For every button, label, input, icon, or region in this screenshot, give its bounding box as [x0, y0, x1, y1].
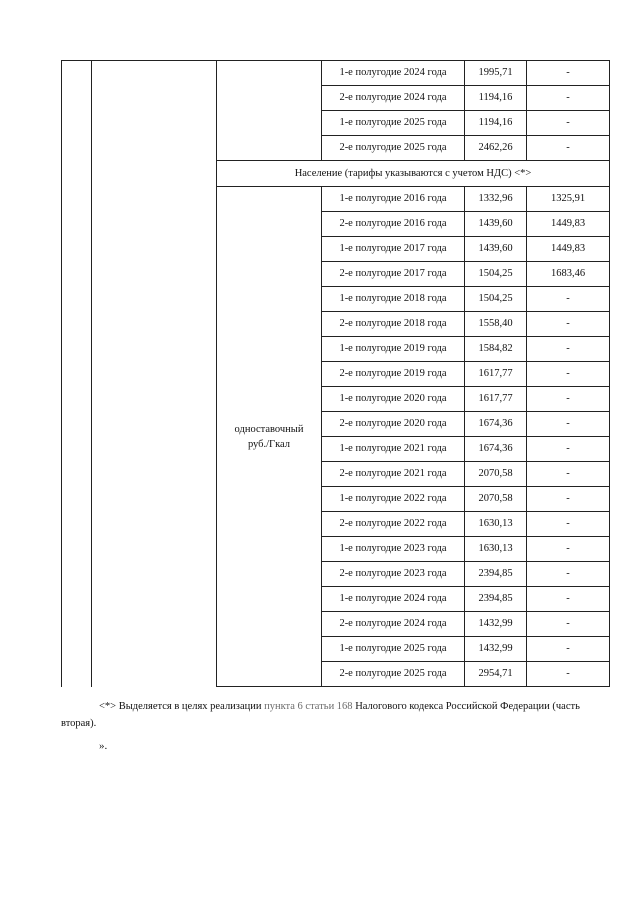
period-cell: 2-е полугодие 2020 года	[322, 412, 465, 437]
period-cell: 1-е полугодие 2018 года	[322, 287, 465, 312]
period-cell: 2-е полугодие 2021 года	[322, 462, 465, 487]
period-cell: 1-е полугодие 2025 года	[322, 637, 465, 662]
value2-cell: -	[527, 387, 610, 412]
period-cell: 2-е полугодие 2024 года	[322, 612, 465, 637]
footnote-text-after: Налогового кодекса Российской Федерации (часть вторая).	[61, 701, 580, 729]
tariff-table	[61, 60, 610, 687]
value1-cell: 1194,16	[465, 111, 527, 136]
period-cell: 1-е полугодие 2024 года	[322, 587, 465, 612]
footnote-text-before: <*> Выделяется в целях реализации	[99, 701, 265, 712]
period-cell: 1-е полугодие 2024 года	[322, 61, 465, 86]
value1-cell: 2462,26	[465, 136, 527, 161]
value1-cell: 1432,99	[465, 637, 527, 662]
value2-cell: -	[527, 111, 610, 136]
value2-cell: -	[527, 61, 610, 86]
value2-cell: -	[527, 136, 610, 161]
value2-cell: -	[527, 86, 610, 111]
value2-cell: -	[527, 612, 610, 637]
value2-cell: -	[527, 512, 610, 537]
value1-cell: 2070,58	[465, 487, 527, 512]
table-row	[62, 61, 610, 86]
value2-cell: 1449,83	[527, 237, 610, 262]
value1-cell: 1630,13	[465, 537, 527, 562]
value2-cell: -	[527, 312, 610, 337]
value2-cell: -	[527, 287, 610, 312]
value1-cell: 2070,58	[465, 462, 527, 487]
value2-cell: -	[527, 587, 610, 612]
period-cell: 1-е полугодие 2022 года	[322, 487, 465, 512]
value1-cell: 1617,77	[465, 362, 527, 387]
value2-cell: 1449,83	[527, 212, 610, 237]
value1-cell: 1194,16	[465, 86, 527, 111]
section-heading: Население (тарифы указываются с учетом НДС) <*>	[217, 161, 610, 187]
period-cell: 2-е полугодие 2017 года	[322, 262, 465, 287]
value2-cell: -	[527, 487, 610, 512]
period-cell: 2-е полугодие 2022 года	[322, 512, 465, 537]
period-cell: 2-е полугодие 2016 года	[322, 212, 465, 237]
period-cell: 1-е полугодие 2023 года	[322, 537, 465, 562]
value2-cell: 1683,46	[527, 262, 610, 287]
value1-cell: 1674,36	[465, 437, 527, 462]
blank-cell-number	[62, 61, 92, 687]
period-cell: 1-е полугодие 2016 года	[322, 187, 465, 212]
value2-cell: -	[527, 562, 610, 587]
period-cell: 1-е полугодие 2021 года	[322, 437, 465, 462]
value1-cell: 2954,71	[465, 662, 527, 687]
value2-cell: -	[527, 362, 610, 387]
value1-cell: 1432,99	[465, 612, 527, 637]
closing-quote-mark: ».	[99, 740, 108, 752]
value1-cell: 1504,25	[465, 262, 527, 287]
tax-code-article-link[interactable]: пункта 6 статьи 168	[264, 701, 353, 712]
unit-measure-label: руб./Гкал	[247, 438, 291, 450]
value1-cell: 1332,96	[465, 187, 527, 212]
value2-cell: -	[527, 437, 610, 462]
value1-cell: 1439,60	[465, 237, 527, 262]
value1-cell: 1995,71	[465, 61, 527, 86]
period-cell: 2-е полугодие 2018 года	[322, 312, 465, 337]
value2-cell: -	[527, 337, 610, 362]
value1-cell: 2394,85	[465, 587, 527, 612]
unit-type-label: одноставочный	[234, 423, 304, 435]
value1-cell: 2394,85	[465, 562, 527, 587]
period-cell: 2-е полугодие 2025 года	[322, 136, 465, 161]
period-cell: 1-е полугодие 2025 года	[322, 111, 465, 136]
period-cell: 2-е полугодие 2019 года	[322, 362, 465, 387]
value1-cell: 1504,25	[465, 287, 527, 312]
value2-cell: -	[527, 537, 610, 562]
period-cell: 1-е полугодие 2020 года	[322, 387, 465, 412]
value1-cell: 1558,40	[465, 312, 527, 337]
value2-cell: -	[527, 637, 610, 662]
blank-cell-org	[92, 61, 217, 687]
period-cell: 2-е полугодие 2025 года	[322, 662, 465, 687]
footnote	[61, 698, 609, 732]
period-cell: 1-е полугодие 2019 года	[322, 337, 465, 362]
period-cell: 2-е полугодие 2023 года	[322, 562, 465, 587]
period-cell: 1-е полугодие 2017 года	[322, 237, 465, 262]
unit-cell	[217, 187, 322, 687]
blank-cell-unit	[217, 61, 322, 161]
value1-cell: 1439,60	[465, 212, 527, 237]
period-cell: 2-е полугодие 2024 года	[322, 86, 465, 111]
value2-cell: -	[527, 662, 610, 687]
value1-cell: 1584,82	[465, 337, 527, 362]
value1-cell: 1617,77	[465, 387, 527, 412]
value2-cell: -	[527, 412, 610, 437]
value1-cell: 1674,36	[465, 412, 527, 437]
value1-cell: 1630,13	[465, 512, 527, 537]
value2-cell: -	[527, 462, 610, 487]
value2-cell: 1325,91	[527, 187, 610, 212]
